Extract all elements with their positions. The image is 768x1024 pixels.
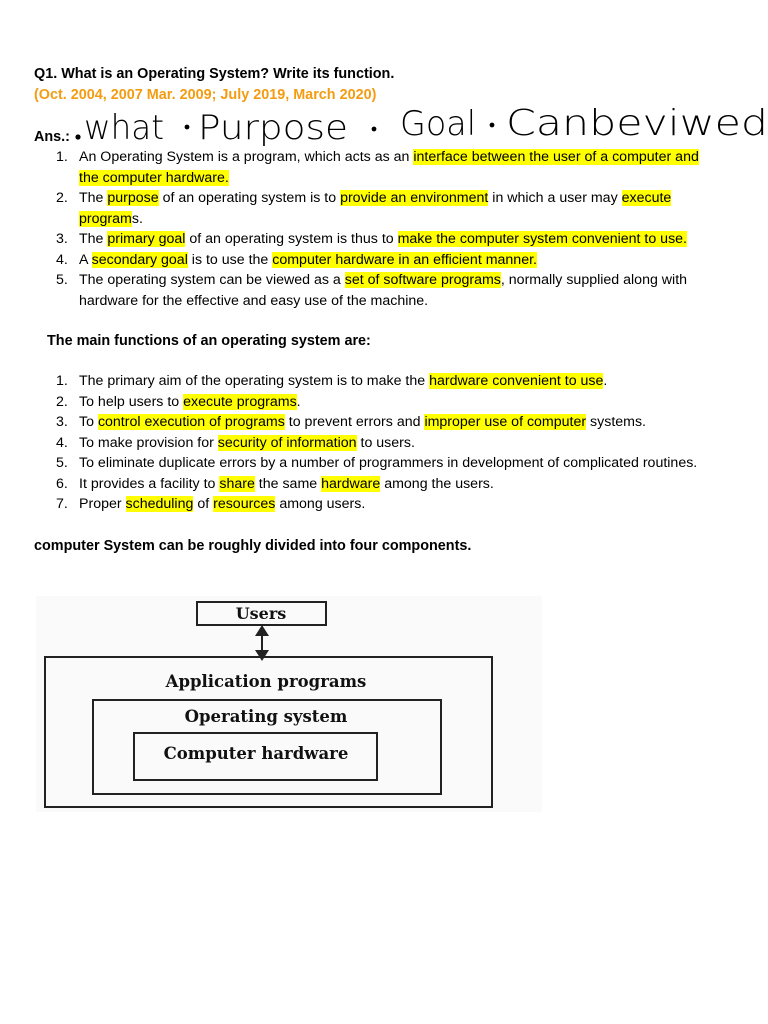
function-item bbox=[34, 392, 754, 413]
definition-item bbox=[34, 229, 754, 250]
text-segment: in which a user may bbox=[488, 190, 622, 206]
highlighted-text: security of information bbox=[217, 434, 357, 451]
function-item bbox=[34, 412, 754, 433]
text-segment: Proper bbox=[79, 496, 126, 512]
text-segment: to prevent errors and bbox=[284, 414, 425, 430]
text-segment: To make provision for bbox=[79, 434, 218, 451]
functions-heading: The main functions of an operating system are: bbox=[47, 333, 371, 349]
application-label: Application programs bbox=[165, 672, 367, 691]
list-number: 2. bbox=[56, 190, 68, 206]
text-segment: to users. bbox=[356, 434, 415, 451]
answer-row bbox=[34, 97, 768, 147]
definition-item bbox=[34, 250, 754, 271]
highlighted-text: provide an environment bbox=[340, 190, 489, 206]
highlighted-text: purpose bbox=[107, 190, 159, 206]
text-segment: among the users. bbox=[380, 475, 494, 492]
highlighted-text: hardware bbox=[321, 475, 381, 492]
highlighted-text: scheduling bbox=[125, 496, 194, 512]
text-segment: s. bbox=[131, 210, 143, 227]
highlighted-text: control execution of programs bbox=[97, 414, 285, 430]
list-number: 5. bbox=[56, 455, 68, 471]
text-segment: The operating system can be viewed as a bbox=[79, 272, 345, 288]
handwritten-bullet bbox=[490, 123, 495, 128]
highlighted-text: hardware convenient to use bbox=[429, 373, 604, 389]
components-heading: computer System can be roughly divided into four components. bbox=[34, 538, 472, 554]
text-segment: The primary aim of the operating system is to make the bbox=[79, 373, 430, 389]
highlighted-text: improper use of computer bbox=[424, 414, 587, 430]
function-item bbox=[34, 494, 754, 515]
list-number: 4. bbox=[56, 434, 68, 451]
list-number: 7. bbox=[56, 496, 68, 512]
highlighted-text: share bbox=[219, 475, 255, 492]
highlighted-text: resources bbox=[213, 496, 276, 512]
list-number: 1. bbox=[56, 373, 68, 389]
highlighted-text: computer hardware in an efficient manner. bbox=[272, 251, 537, 268]
answer-label: Ans.: bbox=[34, 129, 70, 145]
text-segment: the same bbox=[254, 475, 322, 492]
handwritten-annotation bbox=[74, 97, 768, 147]
text-segment: of an operating system is thus to bbox=[185, 231, 398, 247]
handwritten-bullet bbox=[372, 127, 377, 132]
os-label: Operating system bbox=[184, 707, 348, 726]
highlighted-text: set of software programs bbox=[344, 272, 501, 288]
text-segment: , normally supplied along with bbox=[500, 272, 688, 288]
question-dates: (Oct. 2004, 2007 Mar. 2009; July 2019, March 2020) bbox=[34, 87, 377, 103]
definition-item bbox=[34, 188, 754, 229]
highlighted-text: execute bbox=[621, 190, 672, 206]
text-segment: . bbox=[603, 373, 608, 389]
definition-item bbox=[34, 147, 754, 188]
function-item bbox=[34, 371, 754, 392]
handwritten-what: what bbox=[84, 108, 164, 147]
handwritten-canbeviewed: Canbeviwed bbox=[506, 103, 768, 144]
text-segment: To help users to bbox=[79, 393, 184, 410]
list-number: 5. bbox=[56, 272, 68, 288]
text-segment: . bbox=[296, 393, 301, 410]
list-number: 3. bbox=[56, 414, 68, 430]
highlighted-text: execute programs bbox=[183, 393, 297, 410]
text-segment: among users. bbox=[275, 496, 366, 512]
list-number: 3. bbox=[56, 231, 68, 247]
text-segment: The bbox=[79, 231, 108, 247]
text-segment: systems. bbox=[586, 414, 647, 430]
list-number: 2. bbox=[56, 393, 68, 410]
list-number: 1. bbox=[56, 149, 68, 165]
definitions-list bbox=[34, 147, 754, 311]
highlighted-text: program bbox=[79, 210, 132, 227]
function-item bbox=[34, 453, 754, 474]
highlighted-text: secondary goal bbox=[91, 251, 188, 268]
handwritten-goal: Goal bbox=[400, 104, 476, 144]
functions-list bbox=[34, 371, 754, 515]
highlighted-text: primary goal bbox=[107, 231, 186, 247]
highlighted-text: interface between the user of a computer and bbox=[413, 149, 699, 165]
highlighted-text: make the computer system convenient to use. bbox=[397, 231, 688, 247]
text-segment: To bbox=[79, 414, 98, 430]
users-label: Users bbox=[235, 604, 287, 623]
text-segment: of an operating system is to bbox=[158, 190, 341, 206]
highlighted-text: the computer hardware. bbox=[79, 169, 229, 186]
text-segment: of bbox=[193, 496, 214, 512]
components-diagram bbox=[36, 596, 542, 812]
hardware-label: Computer hardware bbox=[163, 744, 349, 763]
function-item bbox=[34, 474, 754, 495]
definition-item bbox=[34, 270, 754, 311]
text-segment: To eliminate duplicate errors by a number of programmers in development of complicated routines. bbox=[79, 455, 698, 471]
handwritten-bullet bbox=[185, 125, 190, 130]
text-segment: The bbox=[79, 190, 108, 206]
handwritten-bullet bbox=[75, 134, 80, 139]
list-number: 6. bbox=[56, 475, 68, 492]
handwritten-purpose: Purpose bbox=[198, 108, 348, 147]
list-number: 4. bbox=[56, 251, 68, 268]
text-segment: It provides a facility to bbox=[79, 475, 220, 492]
text-segment: An Operating System is a program, which acts as an bbox=[79, 149, 414, 165]
text-segment: A bbox=[79, 251, 92, 268]
function-item bbox=[34, 433, 754, 454]
text-segment: is to use the bbox=[187, 251, 273, 268]
question-title: Q1. What is an Operating System? Write its function. bbox=[34, 66, 395, 82]
text-segment: hardware for the effective and easy use of the machine. bbox=[79, 292, 429, 309]
